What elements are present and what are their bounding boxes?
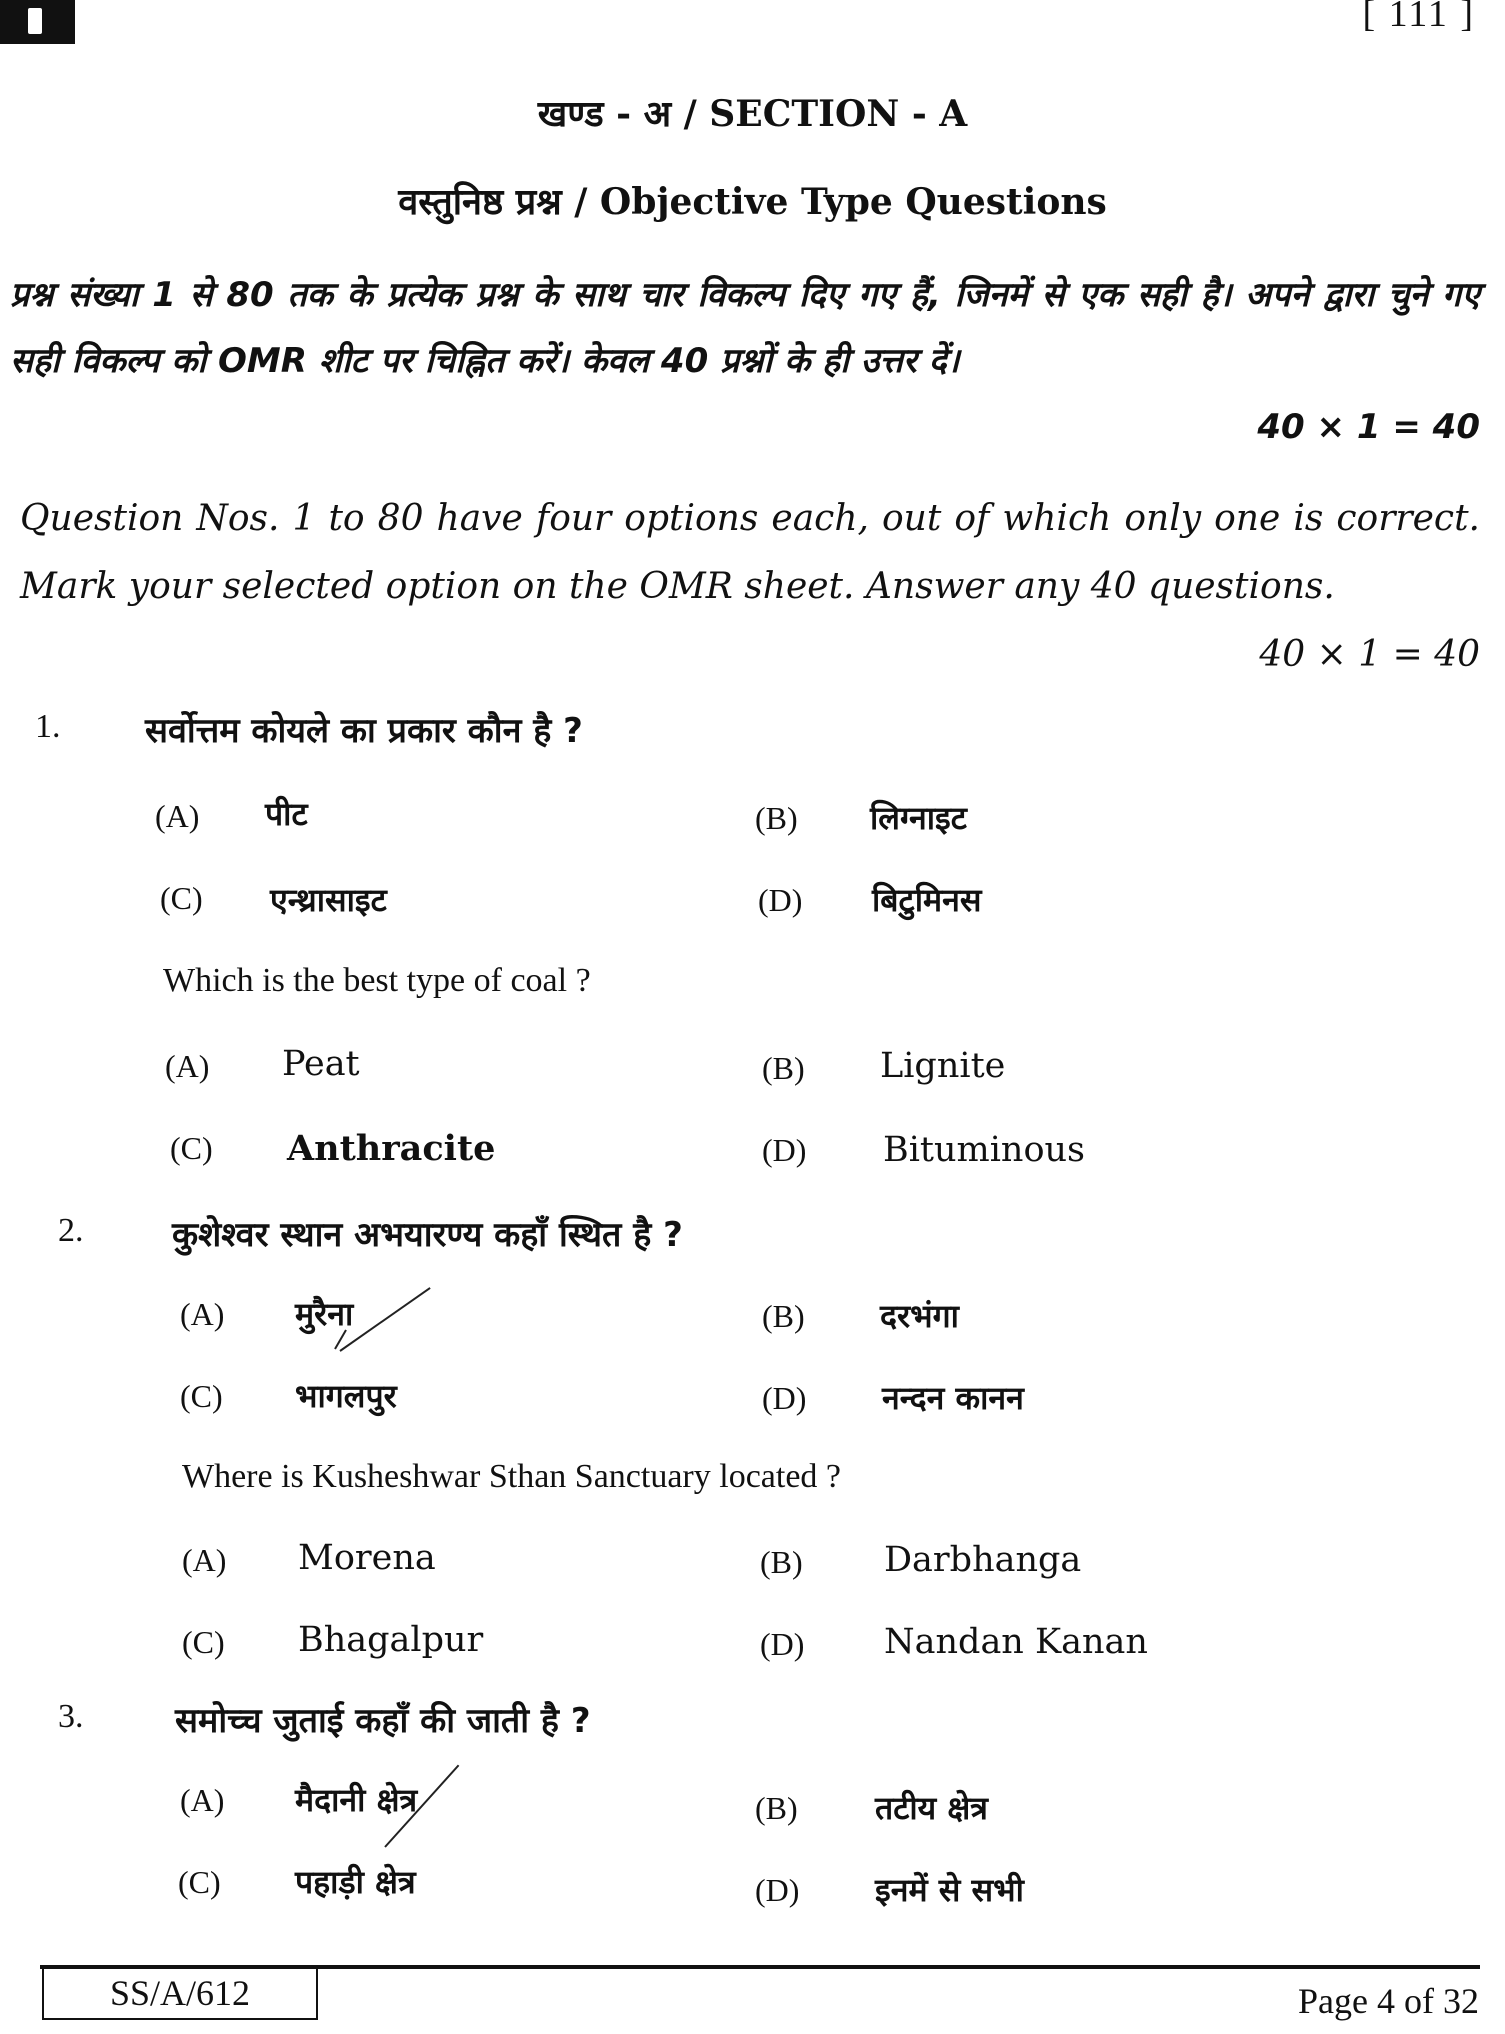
option-label[interactable]: (B) (760, 1544, 803, 1580)
option-label[interactable]: (D) (760, 1626, 805, 1662)
option-label[interactable]: (C) (160, 880, 203, 916)
option-label[interactable]: (D) (758, 882, 803, 918)
option-label[interactable]: (C) (170, 1130, 213, 1166)
option-label[interactable]: (D) (755, 1872, 800, 1908)
option-text: मैदानी क्षेत्र (295, 1781, 418, 1819)
option-text: इनमें से सभी (875, 1871, 1024, 1909)
option-text: Anthracite (287, 1128, 496, 1169)
option-text: एन्थ्रासाइट (270, 881, 387, 919)
option-text: लिग्नाइट (870, 799, 967, 837)
option-label[interactable]: (A) (155, 798, 200, 834)
question-number: 3. (58, 1698, 84, 1735)
set-code: [ 111 ] (1362, 0, 1475, 35)
option-text: पहाड़ी क्षेत्र (295, 1863, 416, 1901)
question-text-hindi: समोच्च जुताई कहाँ की जाती है ? (175, 1701, 591, 1741)
section-subtitle: वस्तुनिष्ठ प्रश्न / Objective Type Questions (398, 181, 1107, 223)
question-number: 1. (35, 708, 61, 745)
page-number: Page 4 of 32 (1298, 1981, 1479, 2021)
instructions-english (20, 485, 1480, 675)
question-text-hindi: कुशेश्वर स्थान अभयारण्य कहाँ स्थित है ? (172, 1215, 683, 1255)
option-text: भागलपुर (295, 1377, 397, 1415)
instructions-english-text: Question Nos. 1 to 80 have four options each, out of which only one is correct. Mark your selected option on the OMR sheet. Answer any 40 questions. (20, 498, 1480, 607)
option-label[interactable]: (A) (182, 1542, 227, 1578)
section-title: खण्ड - अ / SECTION - A (537, 93, 968, 135)
question-text-english: Where is Kusheshwar Sthan Sanctuary located ? (182, 1458, 841, 1495)
question-number: 2. (58, 1212, 84, 1249)
option-text: Nandan Kanan (884, 1622, 1148, 1662)
option-label[interactable]: (D) (762, 1132, 807, 1168)
option-text: Bhagalpur (298, 1620, 484, 1660)
option-text: बिटुमिनस (872, 881, 982, 919)
option-text: तटीय क्षेत्र (875, 1789, 988, 1827)
option-label[interactable]: (B) (762, 1050, 805, 1086)
option-text: नन्दन कानन (882, 1379, 1024, 1417)
instructions-hindi (10, 262, 1480, 447)
option-label[interactable]: (C) (180, 1378, 223, 1414)
instructions-hindi-text: प्रश्न संख्या 1 से 80 तक के प्रत्येक प्रश्न के साथ चार विकल्प दिए गए हैं, जिनमें से एक सही है। अपने द्वारा चुने गए सही विकल्प को OMR शीट पर चिह्नित करें। केवल 40 प्रश्नों के ही उत्तर दें। (10, 275, 1480, 381)
option-label[interactable]: (B) (755, 800, 798, 836)
option-text: Bituminous (883, 1130, 1086, 1170)
option-label[interactable]: (D) (762, 1380, 807, 1416)
option-text: Darbhanga (884, 1540, 1082, 1580)
option-label[interactable]: (B) (755, 1790, 798, 1826)
option-label[interactable]: (A) (180, 1296, 225, 1332)
option-label[interactable]: (C) (178, 1864, 221, 1900)
question-text-english: Which is the best type of coal ? (163, 962, 591, 999)
instructions-hindi-marks: 40 × 1 = 40 (1257, 407, 1480, 447)
option-text: पीट (265, 795, 308, 833)
option-text: दरभंगा (880, 1297, 959, 1335)
option-label[interactable]: (C) (182, 1624, 225, 1660)
option-text: Lignite (880, 1046, 1006, 1086)
option-label[interactable]: (B) (762, 1298, 805, 1334)
option-text: Morena (298, 1538, 436, 1578)
option-label[interactable]: (A) (180, 1782, 225, 1818)
question-text-hindi: सर्वोत्तम कोयले का प्रकार कौन है ? (145, 711, 583, 751)
option-text: मुरैना (295, 1295, 354, 1333)
corner-registration-mark (0, 0, 75, 44)
instructions-english-marks: 40 × 1 = 40 (1259, 634, 1480, 675)
option-label[interactable]: (A) (165, 1048, 210, 1084)
paper-code-box: SS/A/612 (42, 1968, 318, 2020)
option-text: Peat (282, 1044, 360, 1084)
